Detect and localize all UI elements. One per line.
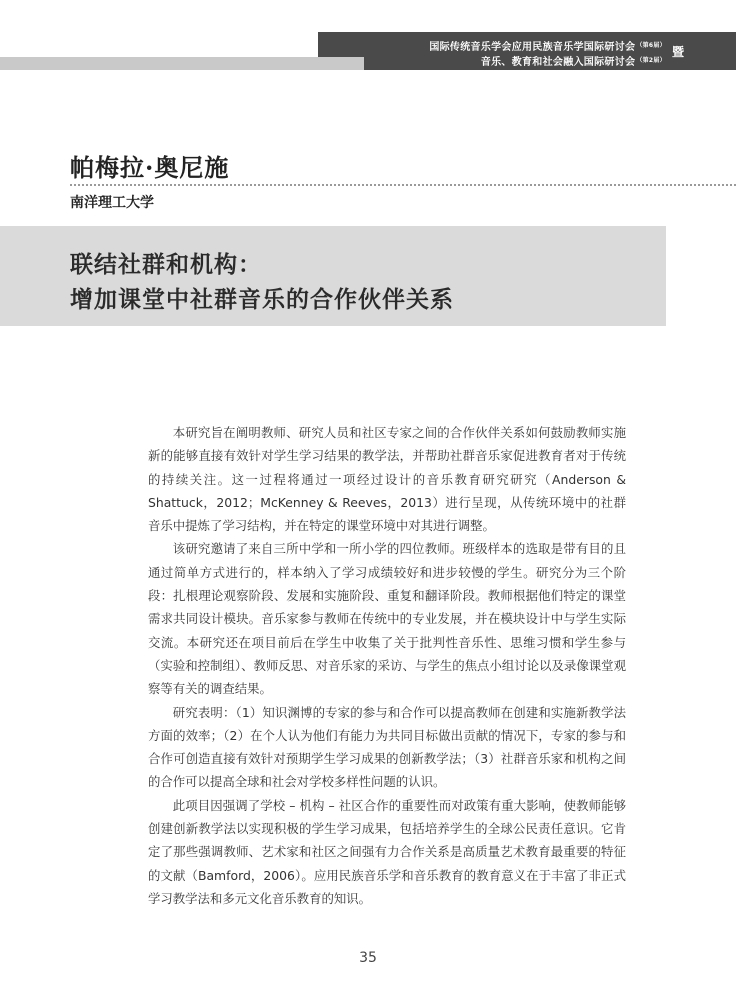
header-line-1-edition: （第6届） [636, 42, 666, 49]
author-affiliation: 南洋理工大学 [70, 195, 154, 211]
header-line-2 [481, 53, 666, 68]
title-line-2: 增加课堂中社群音乐的合作伙伴关系 [70, 286, 454, 313]
dotted-divider [70, 184, 736, 186]
header-line-1 [429, 38, 666, 53]
paragraph-4: 此项目因强调了学校 – 机构 – 社区合作的重要性而对政策有重大影响，使教师能够创建创新教学法以实现积极的学生学习成果，包括培养学生的全球公民责任意识。它肯定了那些强调教师、艺术家和社区之间强有力合作关系是高质量艺术教育最重要的特征的文献（Bamford，2006）。应用民族音乐学和音乐教育的教育意义在于丰富了非正式学习教学法和多元文化音乐教育的知识。 [148, 797, 626, 906]
header-line-2-text: 音乐、教育和社会融入国际研讨会 [480, 57, 636, 68]
paragraph-1: 本研究旨在阐明教师、研究人员和社区专家之间的合作伙伴关系如何鼓励教师实施新的能够直接有效针对学生学习结果的教学法，并帮助社群音乐家促进教育者对于传统的持续关注。这一过程将通过一项经过设计的音乐教育研究研究（Anderson & Shattuck，2012；McKenney & Reeves，2013）进行呈现，从传统环境中的社群音乐中提炼了学习结构，并在特定的课堂环境中对其进行调整。 [148, 425, 626, 534]
paragraph-2: 该研究邀请了来自三所中学和一所小学的四位教师。班级样本的选取是带有目的且通过简单方式进行的，样本纳入了学习成绩较好和进步较慢的学生。研究分为三个阶段：扎根理论观察阶段、发展和实施阶段、重复和翻译阶段。教师根据他们特定的课堂需求共同设计模块。音乐家参与教师在传统中的专业发展，并在模块设计中与学生实际交流。本研究还在项目前后在学生中收集了关于批判性音乐性、思维习惯和学生参与（实验和控制组）、教师反思、对音乐家的采访、与学生的焦点小组讨论以及录像课堂观察等有关的调查结果。 [148, 541, 626, 697]
header-line-1-text: 国际传统音乐学会应用民族音乐学国际研讨会 [429, 42, 636, 53]
header-gray-strip [0, 57, 364, 70]
paragraph-3: 研究表明：（1）知识渊博的专家的参与和合作可以提高教师在创建和实施新教学法方面的效率；（2）在个人认为他们有能力为共同目标做出贡献的情况下，专家的参与和合作可创造直接有效针对预期学生学习成果的创新教学法；（3）社群音乐家和机构之间的合作可以提高全球和社会对学校多样性问题的认识。 [148, 704, 626, 790]
author-name: 帕梅拉·奥尼施 [70, 153, 230, 182]
title-line-1: 联结社群和机构： [70, 251, 262, 278]
title-block [0, 226, 666, 326]
abstract-body [148, 421, 626, 910]
header-conjunction: 暨 [671, 45, 684, 59]
header-line-2-edition: （第2届） [636, 57, 666, 64]
page-number: 35 [359, 950, 377, 966]
running-header [318, 32, 736, 70]
